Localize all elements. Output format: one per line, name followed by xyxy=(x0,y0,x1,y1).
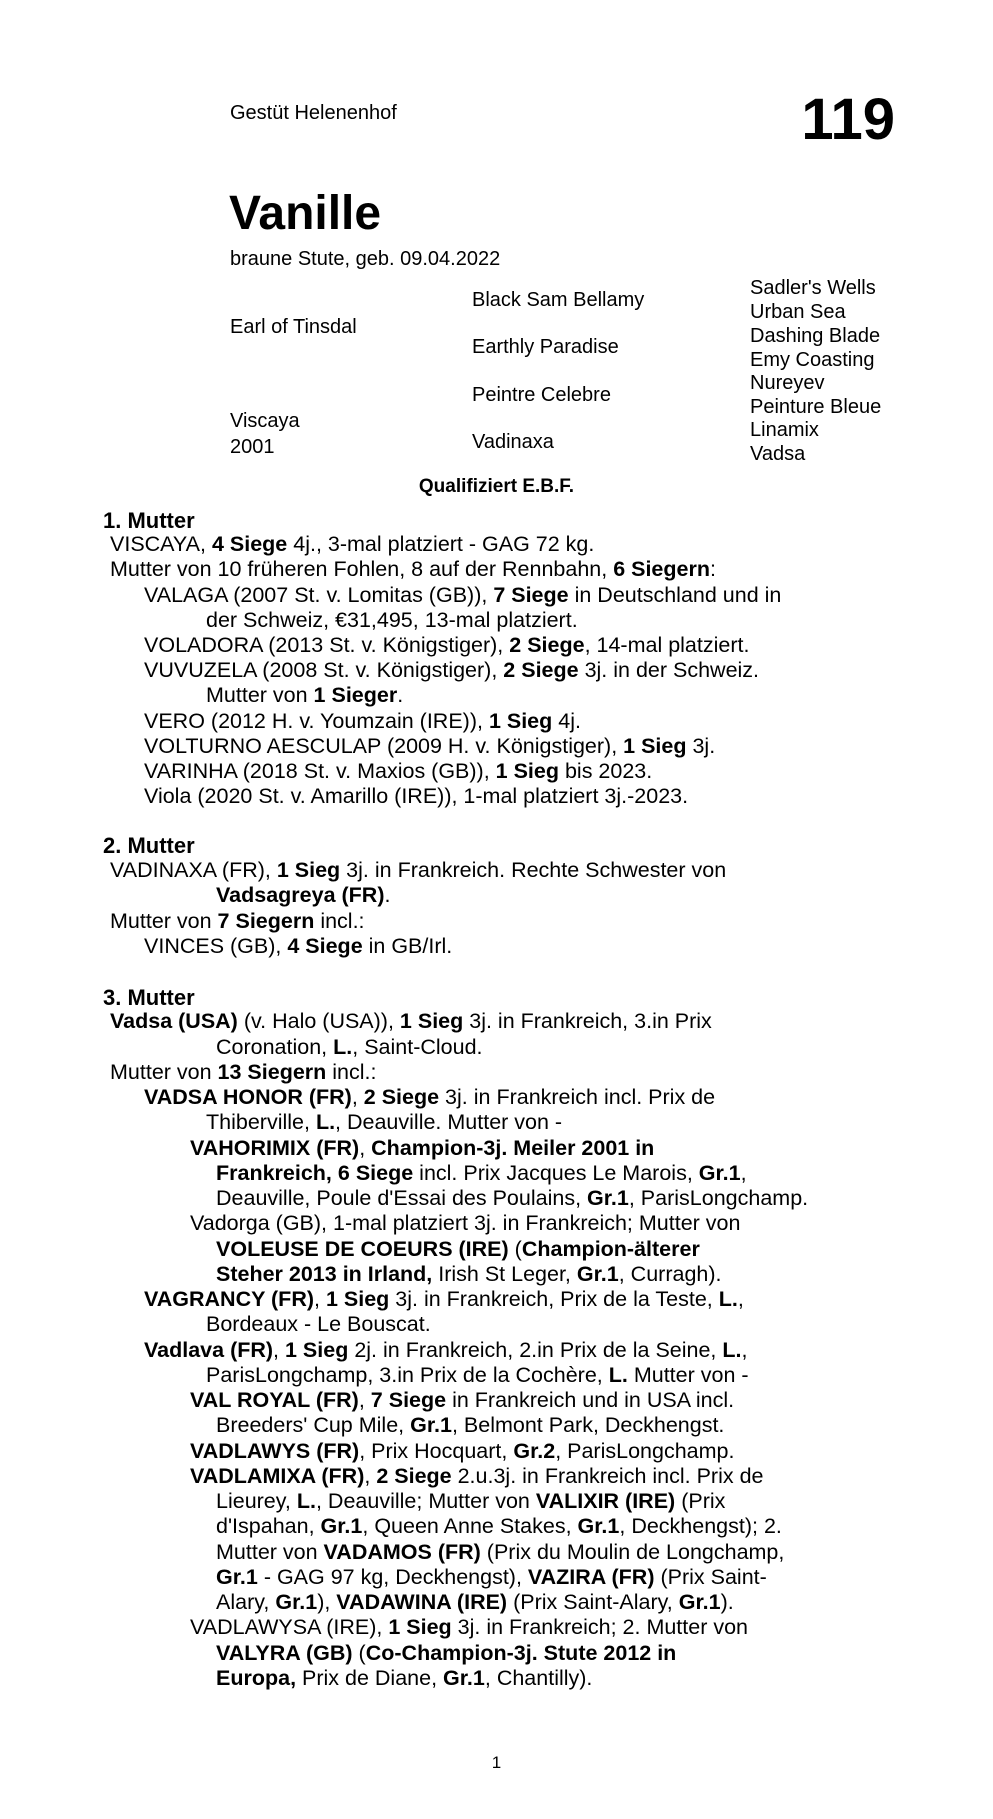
bold-text: VALYRA (GB) xyxy=(216,1641,353,1665)
text-segment: Lieurey, xyxy=(216,1489,297,1513)
text-line xyxy=(190,1615,893,1640)
text-segment: , ParisLongchamp. xyxy=(628,1186,809,1210)
bold-text: Gr.1 xyxy=(587,1186,629,1210)
text-line xyxy=(110,1009,893,1034)
text-segment: (Prix xyxy=(675,1489,726,1513)
section-heading-2: 2. Mutter xyxy=(103,833,195,858)
text-segment: (Prix Saint-Alary, xyxy=(507,1590,679,1614)
text-segment: VOLADORA (2013 St. v. Königstiger), xyxy=(144,633,510,657)
text-line xyxy=(110,557,716,582)
pedigree-dam: Viscaya xyxy=(230,410,300,432)
text-segment: Thiberville, xyxy=(206,1110,316,1134)
page-number: 1 xyxy=(491,1753,502,1772)
text-line xyxy=(144,583,893,608)
text-segment: Viola (2020 St. v. Amarillo (IRE)), 1-mal platziert 3j.-2023. xyxy=(144,784,689,808)
bold-text: Steher 2013 in Irland, xyxy=(216,1262,433,1286)
text-line xyxy=(216,1540,893,1565)
bold-text: 1 Sieg xyxy=(285,1338,349,1362)
text-segment: VERO (2012 H. v. Youmzain (IRE)), xyxy=(144,709,489,733)
text-line xyxy=(110,909,365,934)
text-line xyxy=(206,1110,562,1135)
bold-text: Gr.1 xyxy=(275,1590,318,1614)
bold-text: L. xyxy=(608,1363,628,1387)
bold-text: Europa, xyxy=(216,1666,297,1690)
text-segment: - GAG 97 kg, Deckhengst), xyxy=(257,1565,528,1589)
text-line xyxy=(190,1136,893,1161)
text-line xyxy=(206,1363,749,1388)
text-line xyxy=(190,1388,893,1413)
pedigree-dam-sire: Peintre Celebre xyxy=(472,384,611,406)
text-line xyxy=(144,734,715,759)
text-segment: VARINHA (2018 St. v. Maxios (GB)), xyxy=(144,759,496,783)
text-segment: , xyxy=(737,1287,744,1311)
bold-text: L. xyxy=(722,1338,742,1362)
bold-text: VAGRANCY (FR) xyxy=(144,1287,315,1311)
text-segment: Mutter von xyxy=(206,683,314,707)
text-segment: 3j. in Frankreich incl. Prix de xyxy=(439,1085,716,1109)
bold-text: 2 Siege xyxy=(503,658,579,682)
text-segment: , Deckhengst); 2. xyxy=(619,1514,782,1538)
bold-text: VADLAWYS (FR) xyxy=(190,1439,360,1463)
bold-text: Vadsagreya (FR) xyxy=(216,883,385,907)
bold-text: 2 Siege xyxy=(363,1085,440,1109)
text-line xyxy=(144,784,688,809)
text-segment: ( xyxy=(508,1237,522,1261)
text-line xyxy=(216,1035,483,1060)
bold-text: VADAWINA (IRE) xyxy=(336,1590,508,1614)
text-line xyxy=(144,658,893,683)
section-heading-3: 3. Mutter xyxy=(103,985,195,1010)
text-line xyxy=(216,1641,893,1666)
text-line xyxy=(190,1211,893,1236)
text-line xyxy=(216,883,390,908)
text-segment: , Prix Hocquart, xyxy=(359,1439,514,1463)
text-line xyxy=(206,608,578,633)
text-segment: , xyxy=(358,1388,371,1412)
pedigree-g3-8: Vadsa xyxy=(750,443,806,465)
text-segment: , xyxy=(351,1085,364,1109)
text-line xyxy=(216,1161,893,1186)
bold-text: VAHORIMIX (FR) xyxy=(190,1136,360,1160)
bold-text: 1 Sieg xyxy=(488,709,553,733)
horse-description: braune Stute, geb. 09.04.2022 xyxy=(230,248,501,270)
bold-text: Gr.1 xyxy=(216,1565,258,1589)
text-segment: , Belmont Park, Deckhengst. xyxy=(451,1413,725,1437)
text-segment: in Deutschland und in xyxy=(568,583,782,607)
text-segment: Mutter von xyxy=(216,1540,324,1564)
bold-text: 13 Siegern xyxy=(217,1060,327,1084)
bold-text: 2 Siege xyxy=(376,1464,452,1488)
pedigree-dam-dam: Vadinaxa xyxy=(472,431,554,453)
bold-text: Vadlava (FR) xyxy=(144,1338,274,1362)
text-segment: VOLTURNO AESCULAP (2009 H. v. Königstiger), xyxy=(144,734,624,758)
text-line xyxy=(190,1464,893,1489)
text-segment: d'Ispahan, xyxy=(216,1514,321,1538)
bold-text: 1 Sieg xyxy=(495,759,559,783)
bold-text: Gr.1 xyxy=(320,1514,363,1538)
text-segment: , Chantilly). xyxy=(484,1666,593,1690)
bold-text: Gr.1 xyxy=(576,1262,619,1286)
pedigree-g3-7: Linamix xyxy=(750,419,819,441)
pedigree-sire: Earl of Tinsdal xyxy=(230,316,357,338)
pedigree-g3-2: Urban Sea xyxy=(750,301,846,323)
text-segment: (v. Halo (USA)), xyxy=(237,1009,400,1033)
text-segment: 4j. xyxy=(552,709,581,733)
bold-text: Gr.1 xyxy=(577,1514,620,1538)
bold-text: Co-Champion-3j. Stute 2012 in xyxy=(365,1641,677,1665)
text-line xyxy=(216,1262,722,1287)
text-line xyxy=(216,1590,734,1615)
bold-text: 7 Siege xyxy=(370,1388,447,1412)
text-segment: bis 2023. xyxy=(559,759,653,783)
text-segment: (Prix Saint- xyxy=(654,1565,767,1589)
text-line xyxy=(216,1666,592,1691)
text-line xyxy=(144,1287,744,1312)
text-segment: Alary, xyxy=(216,1590,276,1614)
text-segment: 3j. in Frankreich. Rechte Schwester von xyxy=(340,858,727,882)
bold-text: 7 Siege xyxy=(493,583,569,607)
stud-name: Gestüt Helenenhof xyxy=(230,102,397,124)
pedigree-g3-4: Emy Coasting xyxy=(750,349,875,371)
text-segment: Prix de Diane, xyxy=(296,1666,444,1690)
text-segment: Deauville, Poule d'Essai des Poulains, xyxy=(216,1186,588,1210)
text-segment: , xyxy=(364,1464,377,1488)
text-segment: 3j. in Frankreich, Prix de la Teste, xyxy=(389,1287,719,1311)
text-segment: , Deauville. Mutter von - xyxy=(335,1110,563,1134)
bold-text: Frankreich, 6 Siege xyxy=(216,1161,414,1185)
text-segment: 4j., 3-mal platziert - GAG 72 kg. xyxy=(287,532,595,556)
bold-text: VADSA HONOR (FR) xyxy=(144,1085,352,1109)
text-segment: , Deauville; Mutter von xyxy=(315,1489,536,1513)
text-segment: ParisLongchamp, 3.in Prix de la Cochère, xyxy=(206,1363,609,1387)
bold-text: L. xyxy=(296,1489,316,1513)
bold-text: Gr.2 xyxy=(513,1439,556,1463)
bold-text: Vadsa (USA) xyxy=(110,1009,238,1033)
bold-text: 1 Sieg xyxy=(623,734,687,758)
text-segment: in GB/Irl. xyxy=(362,934,453,958)
text-segment: incl.: xyxy=(314,909,365,933)
text-line xyxy=(144,1338,747,1363)
bold-text: 6 Siegern xyxy=(613,557,710,581)
bold-text: 2 Siege xyxy=(509,633,585,657)
qualification: Qualifiziert E.B.F. xyxy=(418,476,575,497)
text-line xyxy=(216,1186,808,1211)
bold-text: L. xyxy=(718,1287,738,1311)
text-segment: 2j. in Frankreich, 2.in Prix de la Seine, xyxy=(348,1338,723,1362)
bold-text: 4 Siege xyxy=(211,532,288,556)
text-segment: ( xyxy=(352,1641,366,1665)
bold-text: 1 Sieg xyxy=(325,1287,390,1311)
text-segment: , xyxy=(740,1161,747,1185)
text-segment: Irish St Leger, xyxy=(432,1262,577,1286)
bold-text: 1 Sieger xyxy=(313,683,398,707)
text-segment: Mutter von 10 früheren Fohlen, 8 auf der Rennbahn, xyxy=(110,557,614,581)
pedigree-g3-1: Sadler's Wells xyxy=(750,277,876,299)
pedigree-sire-sire: Black Sam Bellamy xyxy=(472,289,645,311)
text-line xyxy=(190,1439,734,1464)
section-heading-1: 1. Mutter xyxy=(103,508,195,533)
bold-text: Gr.1 xyxy=(443,1666,485,1690)
bold-text: Gr.1 xyxy=(410,1413,452,1437)
pedigree-g3-5: Nureyev xyxy=(750,372,825,394)
bold-text: 1 Sieg xyxy=(388,1615,452,1639)
text-segment: Mutter von xyxy=(110,909,218,933)
bold-text: 1 Sieg xyxy=(399,1009,464,1033)
bold-text: VOLEUSE DE COEURS (IRE) xyxy=(216,1237,509,1261)
text-line xyxy=(216,1413,724,1438)
text-segment: , Queen Anne Stakes, xyxy=(362,1514,578,1538)
text-line xyxy=(144,759,652,784)
text-segment: incl. Prix Jacques Le Marois, xyxy=(413,1161,699,1185)
pedigree-dam-year: 2001 xyxy=(230,436,275,458)
text-segment: 3j. in der Schweiz. xyxy=(578,658,760,682)
text-segment: Mutter von xyxy=(110,1060,218,1084)
text-segment: . xyxy=(384,883,391,907)
text-line xyxy=(216,1237,893,1262)
text-segment: VADLAWYSA (IRE), xyxy=(190,1615,389,1639)
text-segment: 3j. in Frankreich; 2. Mutter von xyxy=(451,1615,749,1639)
text-segment: der Schweiz, €31,495, 13-mal platziert. xyxy=(206,608,578,632)
horse-name: Vanille xyxy=(229,187,382,240)
text-segment: . xyxy=(397,683,404,707)
bold-text: 7 Siegern xyxy=(217,909,315,933)
text-segment: 2.u.3j. in Frankreich incl. Prix de xyxy=(451,1464,764,1488)
text-segment: VALAGA (2007 St. v. Lomitas (GB)), xyxy=(144,583,494,607)
text-segment: incl.: xyxy=(326,1060,377,1084)
text-segment: , Saint-Cloud. xyxy=(352,1035,483,1059)
text-line xyxy=(206,1312,431,1337)
text-segment: VISCAYA, xyxy=(110,532,212,556)
text-line xyxy=(110,1060,376,1085)
lot-number: 119 xyxy=(801,87,895,152)
pedigree-g3-3: Dashing Blade xyxy=(750,325,881,347)
text-segment: , xyxy=(314,1287,326,1311)
text-line xyxy=(144,1085,893,1110)
bold-text: VADAMOS (FR) xyxy=(323,1540,481,1564)
text-segment: Breeders' Cup Mile, xyxy=(216,1413,411,1437)
pedigree-g3-6: Peinture Bleue xyxy=(750,396,882,418)
bold-text: VAZIRA (FR) xyxy=(527,1565,655,1589)
bold-text: VADLAMIXA (FR) xyxy=(190,1464,365,1488)
bold-text: L. xyxy=(333,1035,353,1059)
text-segment: Coronation, xyxy=(216,1035,334,1059)
text-segment: Vadorga (GB), 1-mal platziert 3j. in Frankreich; Mutter von xyxy=(190,1211,741,1235)
text-segment: (Prix du Moulin de Longchamp, xyxy=(480,1540,785,1564)
bold-text: Champion-älterer xyxy=(521,1237,700,1261)
text-segment: , xyxy=(741,1338,748,1362)
text-line xyxy=(144,709,581,734)
text-segment: ). xyxy=(720,1590,734,1614)
text-line xyxy=(216,1514,893,1539)
text-segment: Bordeaux - Le Bouscat. xyxy=(206,1312,431,1336)
text-segment: Mutter von - xyxy=(627,1363,749,1387)
text-segment: VUVUZELA (2008 St. v. Königstiger), xyxy=(144,658,504,682)
text-segment: 3j. in Frankreich, 3.in Prix xyxy=(463,1009,712,1033)
text-line xyxy=(144,633,749,658)
bold-text: VAL ROYAL (FR) xyxy=(190,1388,359,1412)
text-segment: VADINAXA (FR), xyxy=(110,858,277,882)
text-line xyxy=(144,934,452,959)
text-line xyxy=(216,1565,893,1590)
bold-text: 1 Sieg xyxy=(276,858,341,882)
text-segment: , ParisLongchamp. xyxy=(555,1439,735,1463)
text-line xyxy=(206,683,403,708)
text-segment: , 14-mal platziert. xyxy=(584,633,750,657)
bold-text: Champion-3j. Meiler 2001 in xyxy=(371,1136,655,1160)
text-segment: VINCES (GB), xyxy=(144,934,288,958)
bold-text: Gr.1 xyxy=(698,1161,741,1185)
bold-text: Gr.1 xyxy=(678,1590,721,1614)
text-segment: : xyxy=(709,557,716,581)
bold-text: 4 Siege xyxy=(287,934,363,958)
text-segment: ), xyxy=(317,1590,337,1614)
text-line xyxy=(110,532,594,557)
text-segment: , Curragh). xyxy=(618,1262,722,1286)
text-segment: in Frankreich und in USA incl. xyxy=(446,1388,735,1412)
text-segment: , xyxy=(273,1338,285,1362)
text-line xyxy=(216,1489,893,1514)
pedigree-sire-dam: Earthly Paradise xyxy=(472,336,619,358)
text-line xyxy=(110,858,893,883)
text-segment: 3j. xyxy=(686,734,716,758)
bold-text: VALIXIR (IRE) xyxy=(535,1489,676,1513)
bold-text: L. xyxy=(315,1110,336,1134)
text-segment: , xyxy=(359,1136,372,1160)
